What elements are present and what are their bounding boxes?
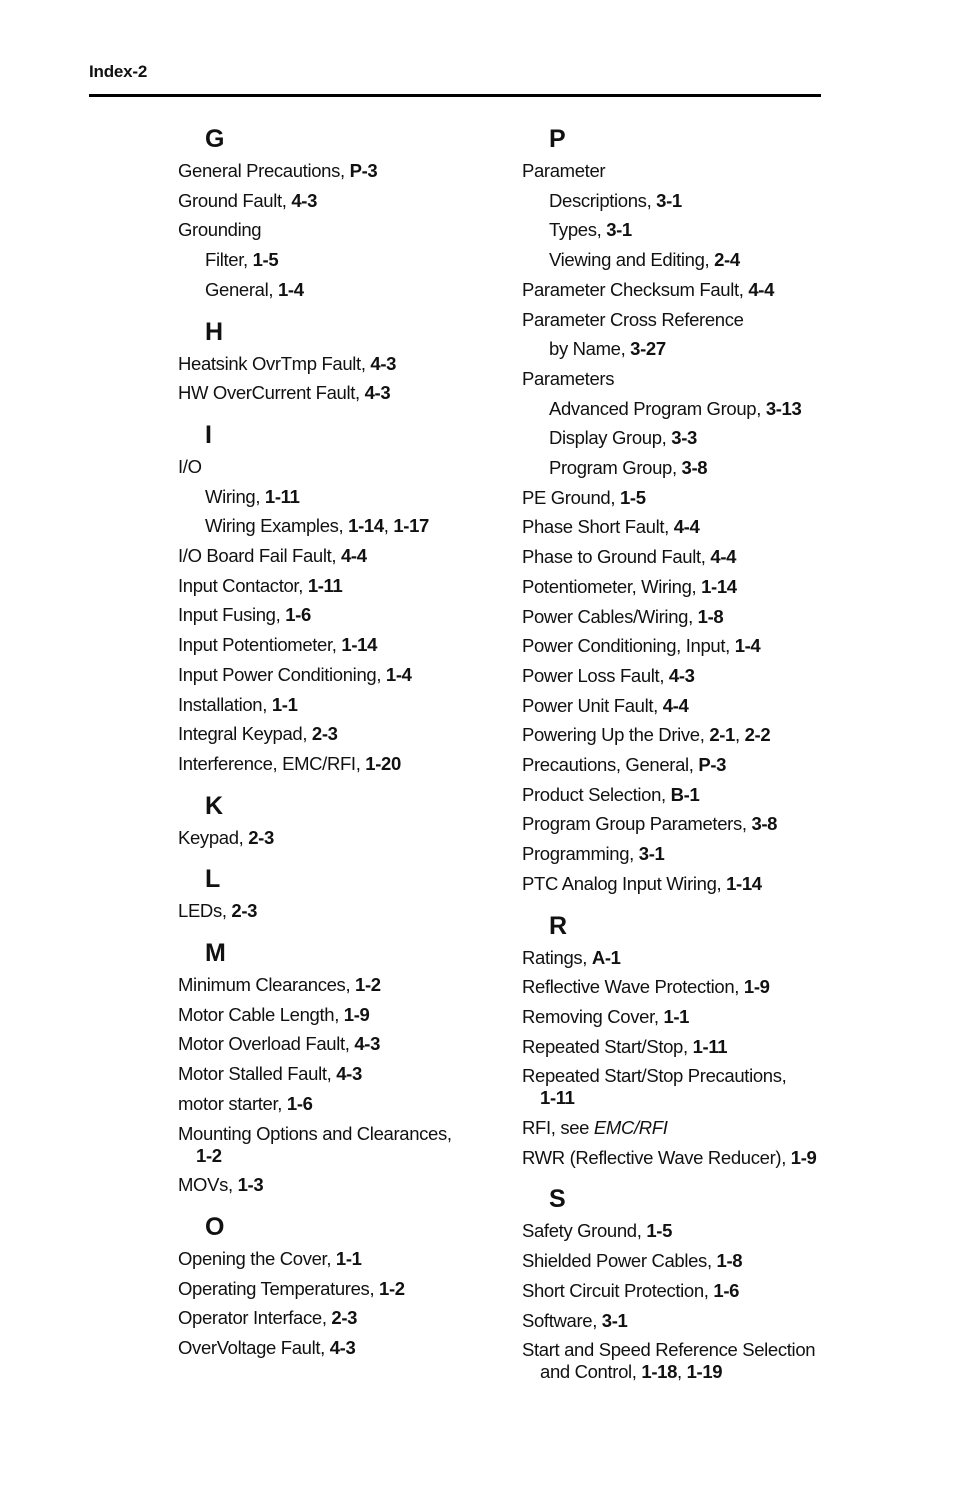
entry-text: Operating Temperatures, — [178, 1277, 380, 1299]
page-reference[interactable]: 1-14 — [341, 634, 378, 656]
index-entry — [522, 972, 832, 1002]
entry-text: I/O Board Fail Fault, — [178, 545, 341, 567]
index-entry — [178, 719, 498, 749]
page-reference[interactable]: 1-9 — [343, 1003, 370, 1025]
page-reference[interactable]: 1-6 — [286, 1092, 313, 1114]
index-entry — [178, 823, 498, 853]
page-reference[interactable]: 1-8 — [716, 1250, 743, 1272]
entry-text: Removing Cover, — [522, 1005, 664, 1027]
entry-text: Advanced Program Group, — [549, 397, 766, 419]
entry-text: Powering Up the Drive, — [522, 724, 710, 746]
index-entry — [178, 1000, 498, 1030]
index-subentry — [522, 453, 832, 483]
index-subentry — [522, 334, 832, 364]
page-reference[interactable]: 1-6 — [713, 1279, 740, 1301]
index-section — [178, 315, 498, 408]
page-reference[interactable]: 2-3 — [248, 826, 274, 848]
page-reference[interactable]: 1-9 — [743, 976, 770, 998]
index-subentry: Wiring Examples, 1-14, 1-17 — [205, 515, 429, 537]
page-reference[interactable]: 1-5 — [646, 1220, 673, 1242]
index-section — [522, 909, 832, 1173]
entry-text: Precautions, General, — [522, 754, 699, 776]
page-reference[interactable]: 1-18 — [641, 1361, 678, 1383]
entry-text: Interference, EMC/RFI, — [178, 752, 366, 774]
entry-text: Display Group, — [549, 427, 672, 449]
index-section — [522, 122, 832, 899]
entry-text: Parameters — [522, 367, 615, 389]
index-entry — [178, 1303, 498, 1333]
index-section — [522, 1182, 832, 1387]
index-section — [178, 862, 498, 926]
page-reference[interactable]: 1-11 — [307, 574, 343, 596]
entry-text: Grounding — [178, 219, 262, 241]
index-entry — [178, 1244, 498, 1274]
entry-text: Shielded Power Cables, — [522, 1250, 717, 1272]
page-reference[interactable]: 2-2 — [744, 724, 771, 746]
entry-text: Input Potentiometer, — [178, 634, 342, 656]
entry-text: Motor Overload Fault, — [178, 1033, 355, 1055]
page-reference[interactable]: 1-20 — [365, 752, 401, 774]
entry-text: Repeated Start/Stop Precautions, — [522, 1065, 787, 1087]
index-entry — [178, 1059, 498, 1089]
page-reference[interactable]: 4-4 — [748, 278, 775, 300]
index-entry — [178, 1089, 498, 1119]
page-reference[interactable]: 1-17 — [393, 515, 429, 537]
page-reference[interactable]: 1-6 — [285, 604, 311, 626]
entry-text: Phase Short Fault, — [522, 516, 674, 538]
section-letter: S — [549, 1185, 566, 1214]
entry-text: Parameter Cross Reference — [522, 308, 744, 330]
index-entry — [522, 1216, 832, 1246]
index-column-left — [178, 122, 498, 1363]
page-reference[interactable]: 1-1 — [335, 1247, 362, 1269]
entry-text: Wiring, — [205, 485, 265, 507]
page-reference[interactable]: 4-4 — [340, 545, 367, 567]
index-entry — [178, 186, 498, 216]
index-entry — [522, 869, 832, 899]
entry-text: Heatsink OvrTmp Fault, — [178, 352, 371, 374]
entry-text: Viewing and Editing, — [549, 249, 715, 271]
entry-text: Input Contactor, — [178, 574, 308, 596]
page-reference[interactable]: 2-1 — [709, 724, 736, 746]
entry-text: Short Circuit Protection, — [522, 1279, 714, 1301]
index-entry — [522, 483, 832, 513]
entry-text: Integral Keypad, — [178, 723, 312, 745]
page-reference[interactable]: 1-1 — [271, 693, 298, 715]
index-subentry — [522, 186, 832, 216]
entry-text: Filter, — [205, 249, 253, 271]
page-reference[interactable]: 2-3 — [231, 900, 258, 922]
index-section — [178, 418, 498, 779]
entry-text: Parameter Checksum Fault, — [522, 278, 749, 300]
entry-text: Input Fusing, — [178, 604, 286, 626]
index-subentry — [522, 394, 832, 424]
index-entry — [178, 452, 498, 482]
entry-text: RFI, see — [522, 1117, 594, 1139]
entry-text: General Precautions, — [178, 160, 350, 181]
page-reference[interactable]: 3-27 — [630, 338, 666, 360]
index-entry — [522, 305, 832, 335]
page-reference[interactable]: 4-3 — [291, 189, 318, 211]
entry-continuation — [178, 1145, 498, 1167]
page-reference[interactable]: 4-3 — [364, 382, 391, 404]
page-reference[interactable]: 1-14 — [701, 575, 737, 597]
entry-text: Program Group Parameters, — [522, 813, 752, 835]
entry-text: HW OverCurrent Fault, — [178, 382, 365, 404]
index-entry — [522, 1061, 832, 1113]
page-header: Index-2 — [89, 62, 148, 81]
page-reference[interactable]: 1-14 — [348, 515, 384, 537]
index-entry — [178, 1119, 498, 1171]
page-reference[interactable]: 4-3 — [668, 664, 695, 686]
index-entry — [522, 1113, 832, 1143]
index-entry — [522, 839, 832, 869]
section-letter: R — [549, 911, 568, 940]
page-reference[interactable]: 4-3 — [370, 352, 397, 374]
index-entry — [522, 691, 832, 721]
index-entry — [178, 690, 498, 720]
index-entry — [522, 602, 832, 632]
page-reference[interactable]: 3-1 — [638, 843, 665, 865]
entry-text: Ratings, — [522, 946, 592, 968]
header-rule — [89, 94, 821, 97]
page-reference[interactable]: 1-1 — [663, 1005, 690, 1027]
page-reference[interactable]: B-1 — [670, 783, 700, 805]
page-reference[interactable]: 4-3 — [336, 1063, 362, 1085]
page-reference[interactable]: 3-8 — [751, 813, 778, 835]
index-section — [178, 1210, 498, 1363]
entry-text: motor starter, — [178, 1092, 287, 1114]
entry-text: Descriptions, — [549, 189, 657, 211]
section-letter: G — [205, 125, 225, 153]
index-entry — [522, 1032, 832, 1062]
page-reference[interactable]: 1-5 — [619, 486, 646, 508]
page-reference[interactable]: 1-5 — [252, 249, 279, 271]
index-entry — [178, 156, 498, 186]
entry-text: Keypad, — [178, 826, 249, 848]
entry-text: Parameter — [522, 160, 606, 181]
entry-text: Potentiometer, Wiring, — [522, 575, 702, 597]
index-entry — [178, 600, 498, 630]
page-reference[interactable]: 4-4 — [662, 694, 689, 716]
see-reference[interactable]: EMC/RFI — [593, 1117, 668, 1139]
index-entry — [522, 1335, 832, 1387]
index-entry — [522, 572, 832, 602]
index-entry — [178, 630, 498, 660]
entry-text: Mounting Options and Clearances, — [178, 1122, 452, 1144]
section-letter: P — [549, 125, 566, 153]
entry-continuation — [522, 1087, 832, 1109]
index-entry — [522, 156, 832, 186]
index-entry — [178, 1029, 498, 1059]
page-reference[interactable]: 4-4 — [673, 516, 700, 538]
entry-text: MOVs, — [178, 1174, 238, 1196]
entry-continuation: and Control, 1-18, 1-19 — [540, 1361, 723, 1383]
section-letter: H — [205, 317, 224, 346]
page-reference[interactable]: 1-4 — [385, 663, 412, 685]
index-entry — [522, 275, 832, 305]
index-subentry — [522, 215, 832, 245]
index-entry — [522, 1276, 832, 1306]
page-reference[interactable]: 3-13 — [765, 397, 802, 419]
index-entry — [522, 1246, 832, 1276]
entry-text: Minimum Clearances, — [178, 974, 356, 996]
entry-text: Opening the Cover, — [178, 1247, 336, 1269]
section-letter: I — [205, 420, 212, 449]
entry-text: Power Unit Fault, — [522, 694, 663, 716]
index-entry — [178, 896, 498, 926]
entry-text: Software, — [522, 1309, 602, 1331]
entry-text: PTC Analog Input Wiring, — [522, 872, 727, 894]
index-entry — [178, 571, 498, 601]
entry-text: Reflective Wave Protection, — [522, 976, 744, 998]
entry-text: LEDs, — [178, 900, 232, 922]
page-reference[interactable]: 3-1 — [656, 189, 682, 211]
page-reference[interactable]: P-3 — [349, 160, 378, 181]
entry-text: Types, — [549, 219, 607, 241]
entry-text: by Name, — [549, 338, 631, 360]
entry-text: Programming, — [522, 843, 639, 865]
entry-text: PE Ground, — [522, 486, 620, 508]
entry-text: Input Power Conditioning, — [178, 663, 386, 685]
page-reference[interactable]: 2-3 — [331, 1307, 358, 1329]
index-entry — [522, 1002, 832, 1032]
entry-text: Power Conditioning, Input, — [522, 635, 735, 657]
index-entry — [178, 1274, 498, 1304]
index-entry — [178, 541, 498, 571]
index-entry — [178, 1170, 498, 1200]
entry-text: Motor Cable Length, — [178, 1003, 344, 1025]
page-reference[interactable]: 1-9 — [790, 1146, 817, 1168]
entry-text: Power Cables/Wiring, — [522, 605, 698, 627]
entry-text: RWR (Reflective Wave Reducer), — [522, 1146, 791, 1168]
page-reference[interactable]: P-3 — [698, 754, 727, 776]
page-reference[interactable]: 1-2 — [196, 1144, 222, 1166]
page-reference[interactable]: 4-4 — [710, 546, 737, 568]
page-reference[interactable]: 2-4 — [714, 249, 740, 271]
index-section — [178, 936, 498, 1200]
entry-text: Installation, — [178, 693, 272, 715]
index-entry — [178, 1333, 498, 1363]
index-entry — [522, 661, 832, 691]
entry-text: Motor Stalled Fault, — [178, 1063, 337, 1085]
page-reference[interactable]: 3-1 — [601, 1309, 628, 1331]
entry-text: Start and Speed Reference Selection — [522, 1339, 816, 1361]
page-reference[interactable]: 1-4 — [734, 635, 761, 657]
page-reference[interactable]: 1-11 — [264, 485, 300, 507]
index-subentry — [178, 482, 498, 512]
index-column-right — [522, 122, 832, 1387]
index-entry — [522, 542, 832, 572]
index-section — [178, 789, 498, 853]
index-entry — [522, 1143, 832, 1173]
page-reference[interactable]: 4-3 — [354, 1033, 381, 1055]
page-reference[interactable]: 1-4 — [277, 278, 304, 300]
index-subentry — [522, 423, 832, 453]
index-entry — [178, 378, 498, 408]
entry-text: Phase to Ground Fault, — [522, 546, 711, 568]
page-reference[interactable]: 3-1 — [606, 219, 632, 241]
page-reference[interactable]: 1-3 — [237, 1174, 264, 1196]
page-reference[interactable]: 1-11 — [692, 1035, 728, 1057]
page-reference[interactable]: 1-19 — [686, 1361, 723, 1383]
index-subentry — [178, 245, 498, 275]
entry-text: OverVoltage Fault, — [178, 1337, 330, 1359]
section-letter: K — [205, 791, 224, 820]
index-entry — [178, 215, 498, 245]
index-subentry — [178, 275, 498, 305]
entry-text: General, — [205, 278, 278, 300]
index-entry — [522, 631, 832, 661]
page-reference[interactable]: 1-8 — [697, 605, 724, 627]
index-entry: Powering Up the Drive, 2-1, 2-2 — [522, 724, 771, 746]
page-reference[interactable]: 1-2 — [355, 974, 381, 996]
index-entry — [178, 349, 498, 379]
entry-text: Power Loss Fault, — [522, 664, 669, 686]
page-reference[interactable]: 1-2 — [379, 1277, 405, 1299]
index-entry — [522, 750, 832, 780]
entry-text: Wiring Examples, — [205, 515, 349, 537]
index-entry — [178, 970, 498, 1000]
index-entry — [178, 749, 498, 779]
entry-text: Repeated Start/Stop, — [522, 1035, 693, 1057]
index-section — [178, 122, 498, 305]
index-entry — [522, 512, 832, 542]
index-entry — [522, 1306, 832, 1336]
entry-text: and Control, — [540, 1361, 642, 1383]
page-reference[interactable]: 3-3 — [671, 427, 697, 449]
entry-text: Program Group, — [549, 457, 682, 479]
entry-text: Safety Ground, — [522, 1220, 647, 1242]
entry-text: Ground Fault, — [178, 189, 292, 211]
page-reference[interactable]: 1-11 — [540, 1087, 575, 1109]
entry-text: Operator Interface, — [178, 1307, 332, 1329]
index-entry — [522, 809, 832, 839]
page-reference[interactable]: A-1 — [591, 946, 621, 968]
index-entry — [522, 943, 832, 973]
page-reference[interactable]: 2-3 — [311, 723, 338, 745]
section-letter: M — [205, 939, 226, 968]
index-subentry — [522, 245, 832, 275]
entry-text: Product Selection, — [522, 783, 671, 805]
entry-text: I/O — [178, 455, 202, 477]
section-letter: O — [205, 1212, 225, 1241]
index-entry — [522, 780, 832, 810]
section-letter: L — [205, 865, 221, 894]
index-entry — [178, 660, 498, 690]
page-reference[interactable]: 3-8 — [681, 457, 708, 479]
index-entry — [522, 364, 832, 394]
page-reference[interactable]: 4-3 — [329, 1337, 356, 1359]
page-reference[interactable]: 1-14 — [726, 872, 762, 894]
